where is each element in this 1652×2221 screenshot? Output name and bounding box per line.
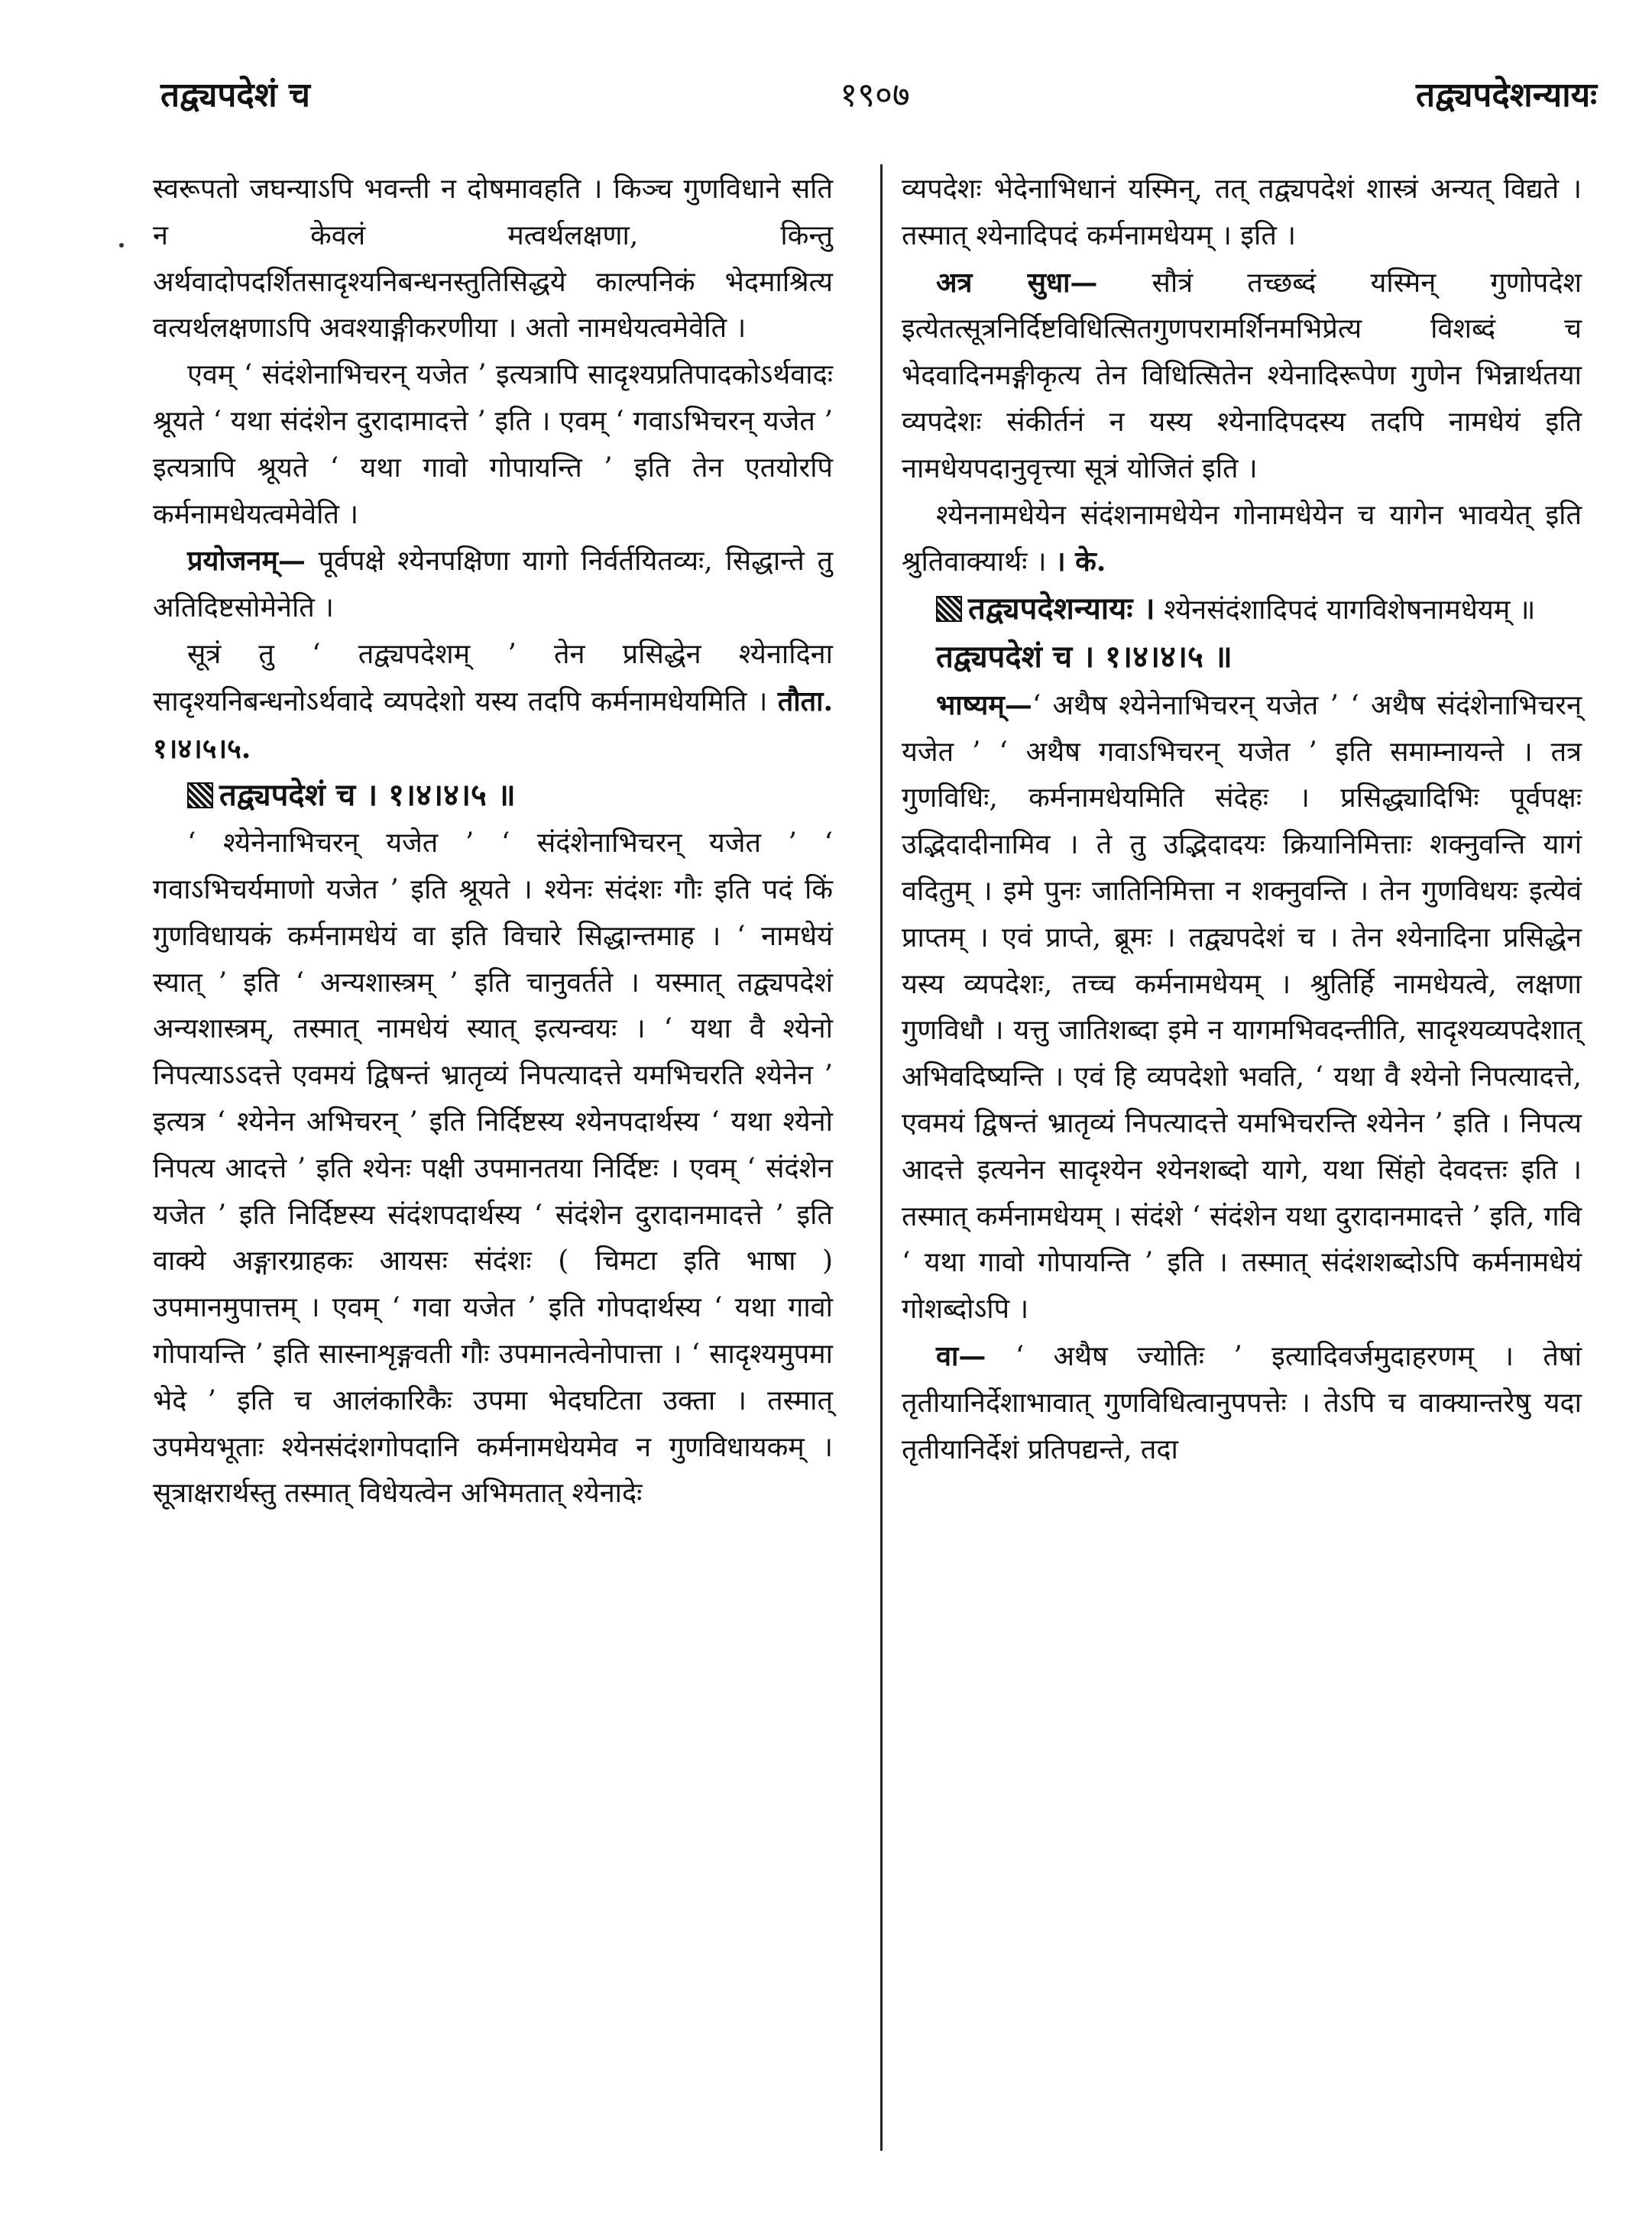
- header-right-title: तद्व्यपदेशन्यायः: [1416, 76, 1597, 115]
- header-left-title: तद्व्यपदेशं च: [160, 76, 310, 115]
- va-label: वा—: [936, 1339, 986, 1372]
- left-para-commentary: ‘ श्येनेनाभिचरन् यजेत ’ ‘ संदंशेनाभिचरन् यजेत ’ ‘ गवाऽभिचर्यमाणो यजेत ’ इति श्रूयते । श्येनः संदंशः गौः इति पदं किं गुणविधायकं कर्मनामधेयं वा इति विचारे सिद्धान्तमाह । ‘ नामधेयं स्यात् ’ इति ‘ अन्यशास्त्रम् ’ इति चानुवर्तते । यस्मात् तद्व्यपदेशं अन्यशास्त्रम्, तस्मात् नामधेयं स्यात् इत्यन्वयः । ‘ यथा वै श्येनो निपत्याऽऽदत्ते एवमयं द्विषन्तं भ्रातृव्यं निपत्यादत्ते यमभिचरति श्येनेन ’ इत्यत्र ‘ श्येनेन अभिचरन् ’ इति निर्दिष्टस्य श्येनपदार्थस्य ‘ यथा श्येनो निपत्य आदत्ते ’ इति श्येनः पक्षी उपमानतया निर्दिष्टः । एवम् ‘ संदंशेन यजेत ’ इति निर्दिष्टस्य संदंशपदार्थस्य ‘ संदंशेन दुरादानमादत्ते ’ इति वाक्ये अङ्गारग्राहकः आयसः संदंशः ( चिमटा इति भाषा ) उपमानमुपात्तम् । एवम् ‘ गवा यजेत ’ इति गोपदार्थस्य ‘ यथा गावो गोपायन्ति ’ इति सास्नाशृङ्गवती गौः उपमानत्वेनोपात्ता । ‘ सादृश्यमुपमा भेदे ’ इति च आलंकारिकैः उपमा भेदघटिता उक्ता । तस्मात् उपमेयभूताः श्येनसंदंशगोपदानि कर्मनामधेयमेव न गुणविधायकम् । सूत्राक्षरार्थस्तु तस्मात् विधेयत्वेन अभिमतात् श्येनादेः: [153, 827, 833, 1510]
- bhashyam-label: भाष्यम्—: [936, 688, 1032, 721]
- shruti-text: श्येननामधेयेन संदंशनामधेयेन गोनामधेयेन च यागेन भावयेत् इति श्रुतिवाक्यार्थः ।: [902, 499, 1582, 578]
- right-para-bhashyam: [902, 682, 1582, 1333]
- section-mark-icon: [187, 782, 213, 808]
- right-para-1: व्यपदेशः भेदेनाभिधानं यस्मिन्, तत् तद्व्यपदेशं शास्त्रं अन्यत् विद्यते । तस्मात् श्येनादिपदं कर्मनामधेयम् । इति ।: [902, 173, 1582, 251]
- left-para-sutra: [153, 632, 833, 772]
- right-para-3: [902, 493, 1582, 587]
- nyaya-heading: तद्व्यपदेशन्यायः ।: [968, 591, 1155, 627]
- left-sutra-heading: तद्व्यपदेशं च । १।४।४।५ ॥: [219, 777, 516, 814]
- sudha-label: अत्र सुधा—: [936, 266, 1098, 299]
- right-para-va: [902, 1333, 1582, 1473]
- page-number: १९०७: [840, 76, 910, 115]
- column-divider: [880, 164, 883, 2151]
- right-sutra-heading-row: [902, 634, 1582, 682]
- page-header: [153, 70, 1597, 124]
- bhashyam-text: ‘ अथैष श्येनेनाभिचरन् यजेत ’ ‘ अथैष संदंशेनाभिचरन् यजेत ’ ‘ अथैष गवाऽभिचरन् यजेत ’ इति समाम्नायन्ते । तत्र गुणविधिः, कर्मनामधेयमिति संदेहः । प्रसिद्ध्यादिभिः पूर्वपक्षः उद्भिदादीनामिव । ते तु उद्भिदादयः क्रियानिमित्ताः शक्नुवन्ति यागं वदितुम् । इमे पुनः जातिनिमित्ता न शक्नुवन्ति । तेन गुणविधयः इत्येवं प्राप्तम् । एवं प्राप्ते, ब्रूमः । तद्व्यपदेशं च । तेन श्येनादिना प्रसिद्धेन यस्य व्यपदेशः, तच्च कर्मनामधेयम् । श्रुतिर्हि नामधेयत्वे, लक्षणा गुणविधौ । यत्तु जातिशब्दा इमे न यागमभिवदन्तीति, सादृश्यव्यपदेशात् अभिवदिष्यन्ति । एवं हि व्यपदेशो भवति, ‘ यथा वै श्येनो निपत्यादत्ते, एवमयं द्विषन्तं भ्रातृव्यं निपत्यादत्ते यमभिचरन्ति श्येनेन ’ इति । निपत्य आदत्ते इत्यनेन सादृश्येन श्येनशब्दो यागे, यथा सिंहो देवदत्तः इति । तस्मात् कर्मनामधेयम् । संदंशे ‘ संदंशेन यथा दुरादानमादत्ते ’ इति, गवि ‘ यथा गावो गोपायन्ति ’ इति । तस्मात् संदंशशब्दोऽपि कर्मनामधेयं गोशब्दोऽपि ।: [902, 689, 1582, 1326]
- left-para-1: स्वरूपतो जघन्याऽपि भवन्ती न दोषमावहति । किञ्च गुणविधाने सति न केवलं मत्वर्थलक्षणा, किन्तु अर्थवादोपदर्शितसादृश्यनिबन्धनस्तुतिसिद्धये काल्पनिकं भेदमाश्रित्य वत्यर्थलक्षणाऽपि अवश्याङ्गीकरणीया । अतो नामधेयत्वमेवेति ।: [153, 173, 833, 345]
- left-sutra-heading-row: [153, 772, 833, 821]
- section-mark-icon: [936, 596, 962, 622]
- sutra-text: सूत्रं तु ‘ तद्व्यपदेशम् ’ तेन प्रसिद्धेन श्येनादिना सादृश्यनिबन्धनोऽर्थवादे व्यपदेशो यस्य तदपि कर्मनामधेयमिति ।: [153, 638, 833, 717]
- sudha-text: सौत्रं तच्छब्दं यस्मिन् गुणोपदेश इत्येतत्सूत्रनिर्दिष्टविधित्सितगुणपरामर्शिनमभिप्रेत्य विशब्दं च भेदवादिनमङ्गीकृत्य तेन विधित्सितेन श्येनादिरूपेण गुणेन भिन्नार्थतया व्यपदेशः संकीर्तनं न यस्य श्येनादिपदस्य तदपि नामधेयं इति नामधेयपदानुवृत्त्या सूत्रं योजितं इति ।: [902, 267, 1582, 484]
- left-column: [153, 167, 833, 1517]
- left-para-2: एवम् ‘ संदंशेनाभिचरन् यजेत ’ इत्यत्रापि सादृश्यप्रतिपादकोऽर्थवादः श्रूयते ‘ यथा संदंशेन दुरादामादत्ते ’ इति । एवम् ‘ गवाऽभिचरन् यजेत ’ इत्यत्रापि श्रूयते ‘ यथा गावो गोपायन्ति ’ इति तेन एतयोरपि कर्मनामधेयत्वमेवेति ।: [153, 359, 833, 530]
- page-speck: [119, 243, 124, 248]
- va-text: ‘ अथैष ज्योतिः ’ इत्यादिवर्जमुदाहरणम् । तेषां तृतीयानिर्देशाभावात् गुणविधित्वानुपपत्तेः । तेऽपि च वाक्यान्तरेषु यदा तृतीयानिर्देशं प्रतिपद्यन्ते, तदा: [902, 1340, 1582, 1465]
- right-sutra-heading: तद्व्यपदेशं च । १।४।४।५ ॥: [936, 638, 1233, 675]
- right-column: [902, 167, 1582, 1473]
- prayojanam-text: पूर्वपक्षे श्येनपक्षिणा यागो निर्वर्तयितव्यः, सिद्धान्ते तु अतिदिष्टसोमेनेति ।: [153, 546, 833, 624]
- right-nyaya-row: [902, 586, 1582, 634]
- nyaya-text: श्येनसंदंशादिपदं यागविशेषनामधेयम् ॥: [1163, 594, 1536, 626]
- right-para-sudha: [902, 260, 1582, 493]
- prayojanam-label: प्रयोजनम्—: [187, 545, 306, 578]
- tauta-reference: तौता. १।४।५।५.: [153, 685, 833, 765]
- left-para-prayojanam: [153, 538, 833, 632]
- ke-reference: । के.: [1054, 546, 1106, 578]
